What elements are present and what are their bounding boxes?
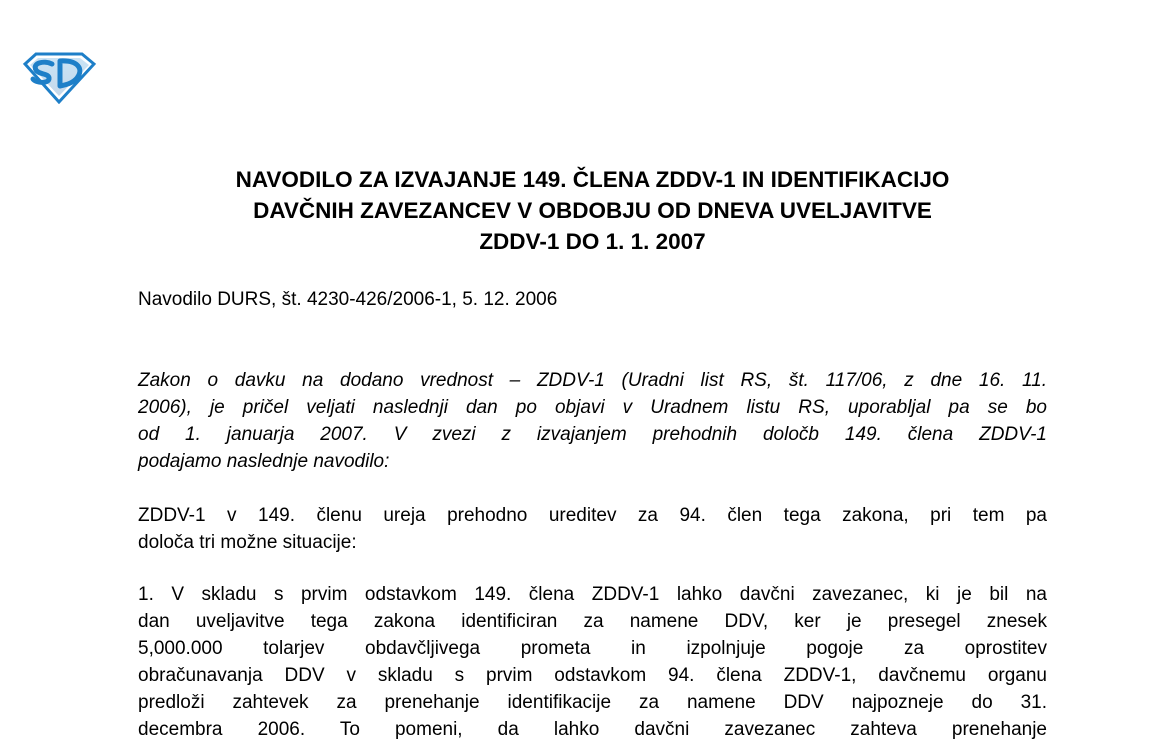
paragraph-line: 5,000.000 tolarjev obdavčljivega prometa in izpolnjuje pogoje za oprostitev [138, 638, 1047, 659]
title-line: NAVODILO ZA IZVAJANJE 149. ČLENA ZDDV-1 IN IDENTIFIKACIJO [235, 167, 950, 192]
intro-paragraph [138, 367, 1047, 475]
company-logo [22, 50, 96, 104]
paragraph-line: od 1. januarja 2007. V zvezi z izvajanjem prehodnih določb 149. člena ZDDV-1 [138, 424, 1047, 445]
paragraph-line: decembra 2006. To pomeni, da lahko davčni zavezanec zahteva prenehanje [138, 719, 1047, 740]
paragraph-line: 1. V skladu s prvim odstavkom 149. člena ZDDV-1 lahko davčni zavezanec, ki je bil na [138, 584, 1047, 605]
paragraph-line: določa tri možne situacije: [138, 532, 357, 553]
paragraph-line: obračunavanja DDV v skladu s prvim odstavkom 94. člena ZDDV-1, davčnemu organu [138, 665, 1047, 686]
paragraph-line: predloži zahtevek za prenehanje identifikacije za namene DDV najpozneje do 31. [138, 692, 1047, 713]
title-line: DAVČNIH ZAVEZANCEV V OBDOBJU OD DNEVA UVELJAVITVE [253, 198, 932, 223]
sd-diamond-logo-icon [22, 50, 96, 104]
paragraph-line: dan uveljavitve tega zakona identificiran za namene DDV, ker je presegel znesek [138, 611, 1047, 632]
paragraph-line: 2006), je pričel veljati naslednji dan po objavi v Uradnem listu RS, uporabljal pa se bo [138, 397, 1047, 418]
document-reference: Navodilo DURS, št. 4230-426/2006-1, 5. 12. 2006 [138, 289, 558, 310]
situation-1-paragraph [138, 581, 1047, 743]
paragraph-line: ZDDV-1 v 149. členu ureja prehodno ureditev za 94. člen tega zakona, pri tem pa [138, 505, 1047, 526]
overview-paragraph [138, 502, 1047, 556]
title-line: ZDDV-1 DO 1. 1. 2007 [479, 229, 706, 254]
document-title [138, 164, 1047, 257]
paragraph-line: Zakon o davku na dodano vrednost – ZDDV-1 (Uradni list RS, št. 117/06, z dne 16. 11. [138, 370, 1047, 391]
paragraph-line: podajamo naslednje navodilo: [138, 451, 390, 472]
